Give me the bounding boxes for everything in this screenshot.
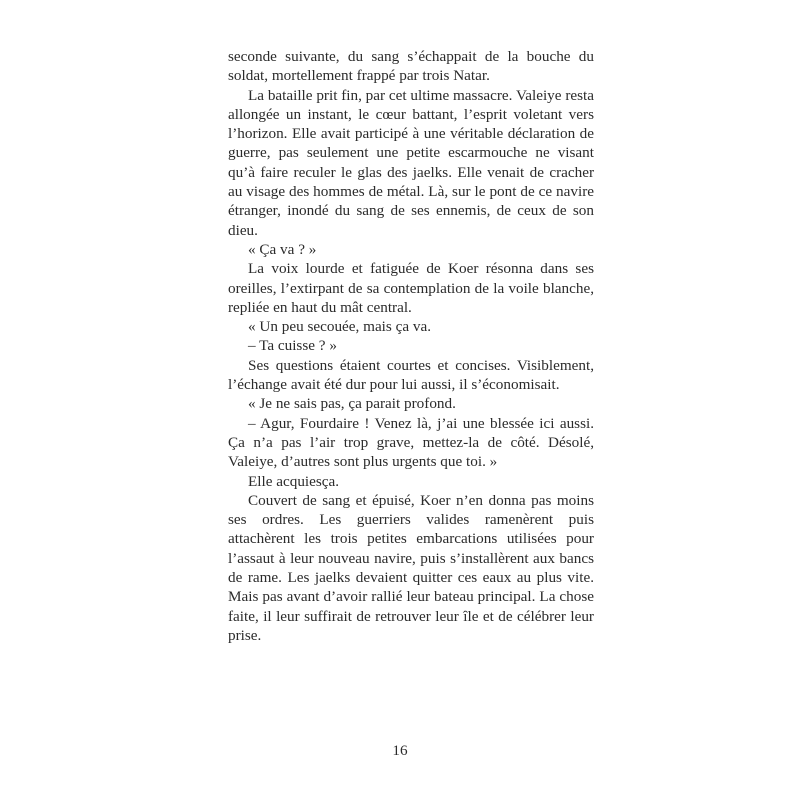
paragraph-4: La voix lourde et fatiguée de Koer résonna dans ses oreilles, l’extirpant de sa contemplation de la voile blanche, repliée en haut du mât central. — [228, 260, 594, 316]
paragraph-5: « Un peu secouée, mais ça va. — [248, 318, 432, 336]
page-number: 16 — [392, 742, 408, 759]
paragraph-10: Elle acquiesça. — [248, 472, 340, 490]
paragraph-7: Ses questions étaient courtes et concises. Visiblement, l’échange avait été dur pour lui aussi, il s’économisait. — [228, 356, 594, 394]
paragraph-3: « Ça va ? » — [248, 240, 317, 258]
paragraph-8: « Je ne sais pas, ça parait profond. — [248, 395, 456, 413]
paragraph-9: – Agur, Fourdaire ! Venez là, j’ai une blessée ici aussi. Ça n’a pas l’air trop grave, mettez-la de côté. Désolé, Valeiye, d’autres sont plus urgents que toi. » — [228, 414, 594, 471]
paragraph-6: – Ta cuisse ? » — [248, 337, 337, 355]
paragraph-1: seconde suivante, du sang s’échappait de la bouche du soldat, mortellement frappé par trois Natar. — [228, 48, 594, 85]
body-text — [228, 47, 594, 645]
paragraph-11: Couvert de sang et épuisé, Koer n’en donna pas moins ses ordres. Les guerriers valides ramenèrent puis attachèrent les trois petites embarcations utilisées pour l’assaut à leur nouveau navire, puis s’installèrent aux bancs de rame. Les jaelks devaient quitter ces eaux au plus vite. Mais pas avant d’avoir rallié leur bateau principal. La chose faite, il leur suffirait de retrouver leur île et de célébrer leur prise. — [228, 491, 594, 644]
paragraph-2: La bataille prit fin, par cet ultime massacre. Valeiye resta allongée un instant, le cœur battant, l’esprit voletant vers l’horizon. Elle avait participé à une véritable déclaration de guerre, pas seulement une petite escarmouche ne visant qu’à faire reculer le glas des jaelks. Elle venait de cracher au visage des hommes de métal. Là, sur le pont de ce navire étranger, inondé du sang de ses ennemis, de ceux de son dieu. — [228, 86, 594, 239]
